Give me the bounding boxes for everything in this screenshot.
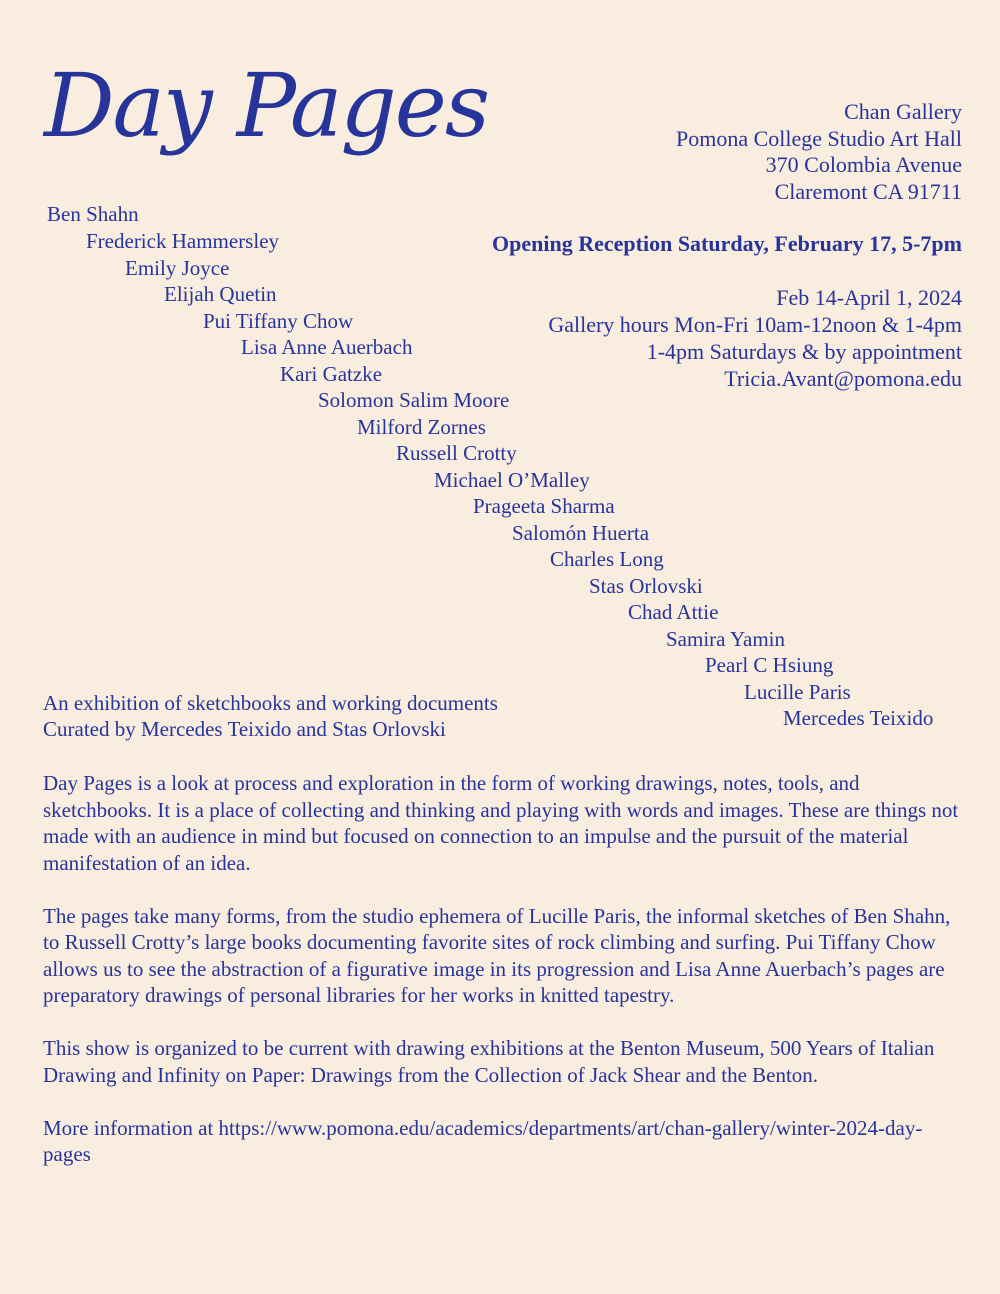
artist-name: Frederick Hammersley	[86, 229, 280, 253]
artist-name: Solomon Salim Moore	[318, 388, 510, 412]
exhibition-subtitle	[43, 690, 498, 742]
exhibition-dates: Feb 14-April 1, 2024	[776, 285, 962, 310]
artist-name: Samira Yamin	[666, 627, 786, 651]
artist-name: Russell Crotty	[396, 441, 517, 465]
saturday-hours: 1-4pm Saturdays & by appointment	[646, 339, 962, 364]
artist-name: Pui Tiffany Chow	[203, 309, 354, 333]
opening-reception: Opening Reception Saturday, February 17, 5-7pm	[492, 231, 962, 256]
artist-name: Michael O’Malley	[434, 468, 590, 492]
paragraph-context: This show is organized to be current with drawing exhibitions at the Benton Museum, 500 Years of Italian Drawing and Infinity on Paper: Drawings from the Collection of Jack Shear and the Benton.	[43, 1036, 935, 1087]
artist-name: Stas Orlovski	[589, 574, 703, 598]
body-copy	[43, 770, 968, 1194]
contact-email: Tricia.Avant@pomona.edu	[724, 366, 962, 391]
artist-name: Charles Long	[550, 547, 664, 571]
venue-building: Pomona College Studio Art Hall	[676, 125, 962, 151]
paragraph-forms: The pages take many forms, from the studio ephemera of Lucille Paris, the informal sketches of Ben Shahn, to Russell Crotty’s large books documenting favorite sites of rock climbing and surfing. Pui Tiffany Chow allows us to see the abstraction of a figurative image in its progression and Lisa Anne Auerbach’s pages are preparatory drawings of personal libraries for her works in knitted tapestry.	[43, 903, 951, 1007]
artist-name: Prageeta Sharma	[473, 494, 615, 518]
venue-street: 370 Colombia Avenue	[765, 152, 962, 177]
artist-name: Salomón Huerta	[512, 521, 650, 545]
page-title: Day Pages	[44, 54, 488, 157]
paragraph-intro: Day Pages is a look at process and exploration in the form of working drawings, notes, tools, and sketchbooks. It is a place of collecting and thinking and playing with words and images. These are things not made with an audience in mind but focused on connection to an impulse and the pursuit of the material manifestation of an idea.	[43, 771, 959, 875]
venue-name: Chan Gallery	[844, 99, 962, 124]
artist-name: Emily Joyce	[125, 256, 230, 280]
artist-name: Lisa Anne Auerbach	[241, 335, 413, 359]
artist-name: Lucille Paris	[744, 680, 851, 704]
artist-name: Mercedes Teixido	[783, 706, 934, 730]
exhibition-description: An exhibition of sketchbooks and working documents	[43, 691, 498, 715]
weekday-hours: Gallery hours Mon-Fri 10am-12noon & 1-4pm	[548, 312, 962, 337]
paragraph-more-info: More information at https://www.pomona.edu/academics/departments/art/chan-gallery/winter-2024-day-pages	[43, 1115, 923, 1166]
artist-name: Kari Gatzke	[280, 362, 383, 386]
artist-name: Milford Zornes	[357, 415, 486, 439]
artist-name: Pearl C Hsiung	[705, 653, 834, 677]
curators-line: Curated by Mercedes Teixido and Stas Orlovski	[43, 717, 446, 741]
artist-name: Chad Attie	[628, 600, 719, 624]
artist-name: Ben Shahn	[47, 202, 139, 226]
venue-city: Claremont CA 91711	[774, 178, 962, 204]
artist-name: Elijah Quetin	[164, 282, 277, 306]
